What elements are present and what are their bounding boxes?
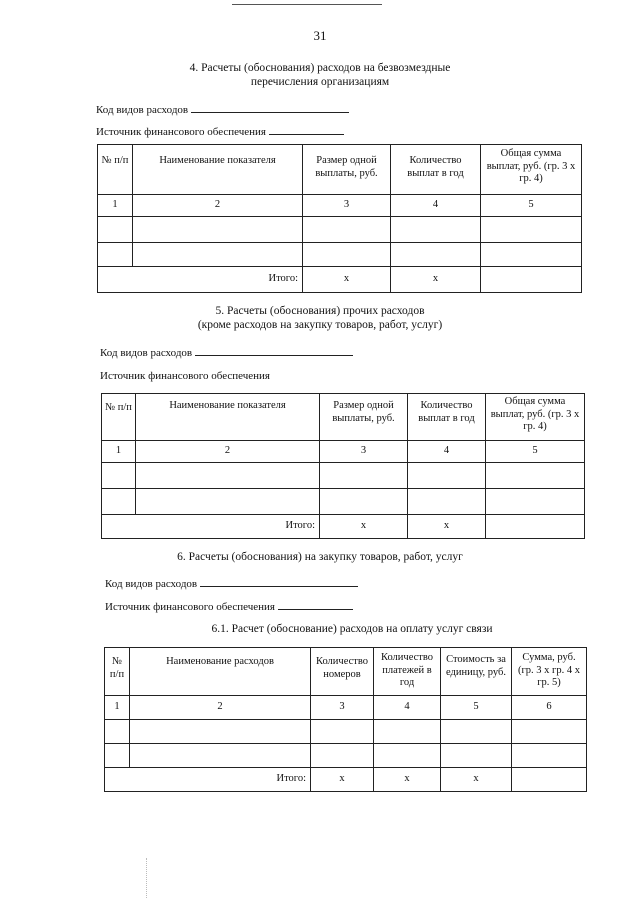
section4-col-number: 2 <box>133 195 303 217</box>
section4-col-number: 3 <box>303 195 391 217</box>
section4-total-mark <box>481 267 582 293</box>
section4-total-label: Итого: <box>98 267 303 293</box>
section5-total-label: Итого: <box>102 515 320 539</box>
top-rule <box>232 4 382 5</box>
section5-total-mark <box>486 515 585 539</box>
subsection61-total-mark: x <box>374 768 441 792</box>
section5-header-row <box>102 394 585 441</box>
subsection61-empty-row <box>105 720 587 744</box>
section6-expense-code-line <box>200 577 358 587</box>
section5-funding-source-label: Источник финансового обеспечения <box>100 370 270 382</box>
section4-title-line2: перечисления организациям <box>250 76 390 88</box>
section5-col-number: 2 <box>136 441 320 463</box>
section4-empty-row <box>98 243 582 267</box>
section4-col-number: 1 <box>98 195 133 217</box>
subsection61-table <box>104 647 587 792</box>
subsection61-header-cell: Количество платежей в год <box>374 648 441 696</box>
section4-header-cell: Общая сумма выплат, руб. (гр. 3 х гр. 4) <box>481 145 582 195</box>
subsection61-col-number: 5 <box>441 696 512 720</box>
section4-total-row <box>98 267 582 293</box>
section5-header-cell: Наименование показателя <box>136 394 320 441</box>
subsection61-col-number: 6 <box>512 696 587 720</box>
section5-table <box>101 393 585 539</box>
scan-artifact-line <box>146 858 148 898</box>
subsection61-total-mark: x <box>441 768 512 792</box>
section4-header-cell: Наименование показателя <box>133 145 303 195</box>
subsection61-col-number: 1 <box>105 696 130 720</box>
section4-table <box>97 144 582 293</box>
subsection61-col-number: 3 <box>311 696 374 720</box>
section6-expense-code-field <box>105 577 358 590</box>
section5-expense-code-field <box>100 346 353 359</box>
section5-col-number: 1 <box>102 441 136 463</box>
section5-number-row <box>102 441 585 463</box>
section4-header-cell: Размер одной выплаты, руб. <box>303 145 391 195</box>
subsection61-total-mark: x <box>311 768 374 792</box>
section5-title-line2: (кроме расходов на закупку товаров, работ, услуг) <box>197 319 443 331</box>
subsection61-header-cell: Количество номеров <box>311 648 374 696</box>
section5-expense-code-label: Код видов расходов <box>100 347 193 359</box>
section5-header-cell: № п/п <box>102 394 136 441</box>
section4-total-mark: x <box>391 267 481 293</box>
page-number: 31 <box>313 28 327 43</box>
section4-header-cell: Количество выплат в год <box>391 145 481 195</box>
section5-header-cell: Количество выплат в год <box>408 394 486 441</box>
subsection61-total-label: Итого: <box>105 768 311 792</box>
section4-col-number: 5 <box>481 195 582 217</box>
section4-funding-source-line <box>269 125 344 135</box>
section5-total-mark: x <box>408 515 486 539</box>
section5-header-cell: Размер одной выплаты, руб. <box>320 394 408 441</box>
section4-header-cell: № п/п <box>98 145 133 195</box>
subsection61-header-cell: Наименование расходов <box>130 648 311 696</box>
section5-col-number: 5 <box>486 441 585 463</box>
section4-funding-source-field <box>96 125 344 138</box>
section6-funding-source-field <box>105 600 353 613</box>
subsection61-header-cell: Стоимость за единицу, руб. <box>441 648 512 696</box>
section4-expense-code-field <box>96 103 349 116</box>
section6-funding-source-line <box>278 600 353 610</box>
subsection61-empty-row <box>105 744 587 768</box>
section5-title <box>0 304 640 332</box>
section5-empty-row <box>102 489 585 515</box>
subsection61-title: 6.1. Расчет (обоснование) расходов на оплату услуг связи <box>211 623 493 635</box>
section4-number-row <box>98 195 582 217</box>
section4-title <box>0 61 640 89</box>
section5-empty-row <box>102 463 585 489</box>
subsection61-header-row <box>105 648 587 696</box>
section5-col-number: 3 <box>320 441 408 463</box>
subsection61-total-row <box>105 768 587 792</box>
section4-expense-code-label: Код видов расходов <box>96 104 189 116</box>
section5-header-cell: Общая сумма выплат, руб. (гр. 3 х гр. 4) <box>486 394 585 441</box>
section6-expense-code-label: Код видов расходов <box>105 578 198 590</box>
section4-col-number: 4 <box>391 195 481 217</box>
section5-funding-source-field <box>100 370 270 382</box>
section5-col-number: 4 <box>408 441 486 463</box>
subsection61-col-number: 4 <box>374 696 441 720</box>
section5-title-line1: 5. Расчеты (обоснования) прочих расходов <box>215 305 425 317</box>
section4-expense-code-line <box>191 103 349 113</box>
section6-funding-source-label: Источник финансового обеспечения <box>105 601 275 613</box>
section5-total-row <box>102 515 585 539</box>
section4-empty-row <box>98 217 582 243</box>
section4-title-line1: 4. Расчеты (обоснования) расходов на безвозмездные <box>189 62 451 74</box>
section5-expense-code-line <box>195 346 353 356</box>
subsection61-header-cell: Сумма, руб. (гр. 3 х гр. 4 х гр. 5) <box>512 648 587 696</box>
section5-total-mark: x <box>320 515 408 539</box>
subsection61-col-number: 2 <box>130 696 311 720</box>
subsection61-total-mark <box>512 768 587 792</box>
section4-funding-source-label: Источник финансового обеспечения <box>96 126 266 138</box>
subsection61-header-cell: № п/п <box>105 648 130 696</box>
subsection61-number-row <box>105 696 587 720</box>
section6-title: 6. Расчеты (обоснования) на закупку товаров, работ, услуг <box>177 551 463 563</box>
section4-header-row <box>98 145 582 195</box>
section4-total-mark: x <box>303 267 391 293</box>
